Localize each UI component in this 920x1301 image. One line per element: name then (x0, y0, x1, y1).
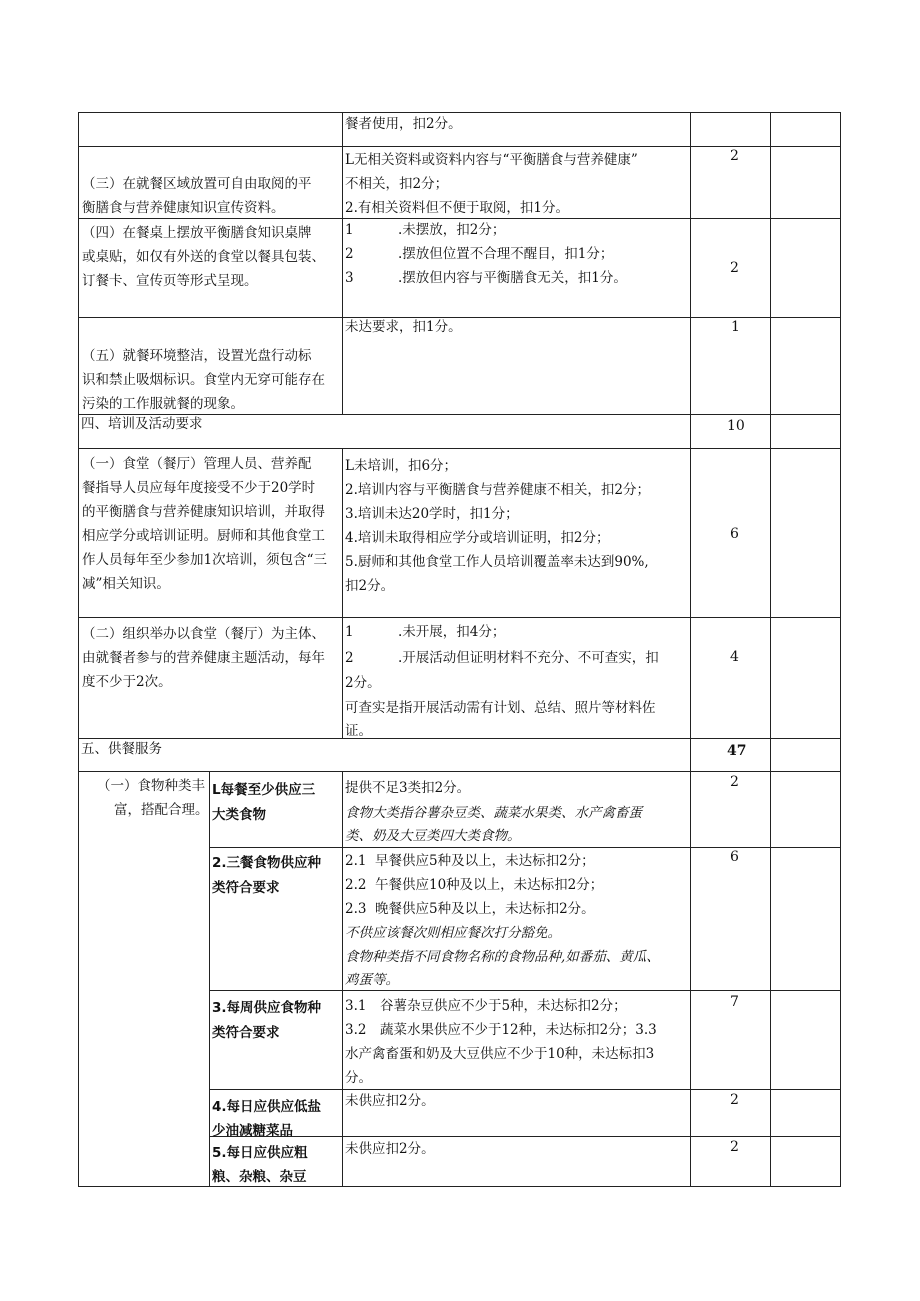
item-text: （四）在餐桌上摆放平衡膳食知识桌牌 (82, 225, 312, 241)
row-divider (78, 448, 841, 449)
score-value: 6 (730, 526, 739, 542)
row-divider (209, 1089, 841, 1090)
section-score: 47 (727, 743, 747, 759)
requirement-number: 2.1 (345, 853, 367, 869)
requirement-text: 3.2 蔬菜水果供应不少于12种，未达标扣2分；3.3 (345, 1022, 657, 1038)
score-value: 2 (730, 774, 739, 790)
requirement-text: 可查实是指开展活动需有计划、总结、照片等材料佐 (345, 700, 656, 716)
item-text: （五）就餐环境整洁，设置光盘行动标 (82, 348, 312, 364)
item-text: 或桌贴，如仅有外送的食堂以餐具包装、 (82, 249, 325, 265)
col-divider (342, 771, 343, 1187)
score-value: 1 (731, 319, 740, 335)
requirement-text: 2分。 (345, 675, 381, 691)
table-border-left (78, 112, 79, 1187)
requirement-number: 1 (345, 624, 354, 640)
requirement-text: 早餐供应5种及以上，未达标扣2分； (375, 853, 595, 869)
item-text: 订餐卡、宣传页等形式呈现。 (82, 273, 258, 289)
requirement-text: 未供应扣2分。 (345, 1141, 435, 1157)
row-divider (209, 990, 841, 991)
item-text: 餐指导人员应每年度接受不少于20学时 (82, 480, 316, 496)
sub-item-text: 4.每日应供应低盐 (212, 1099, 322, 1115)
requirement-text: L未培训，扣6分； (345, 458, 458, 474)
score-value: 2 (730, 1092, 739, 1108)
score-value: 2 (730, 1139, 739, 1155)
sub-item-text: 大类食物 (212, 807, 266, 823)
requirement-text: 不相关，扣2分； (345, 176, 449, 192)
table-border-right (840, 112, 841, 1187)
item-text: 的平衡膳食与营养健康知识培训，并取得 (82, 504, 325, 520)
requirement-text: 扣2分。 (345, 578, 395, 594)
requirement-text: 午餐供应10种及以上，未达标扣2分； (375, 877, 604, 893)
item-text: 由就餐者参与的营养健康主题活动，每年 (82, 650, 325, 666)
requirement-text: 分。 (345, 1070, 372, 1086)
score-value: 4 (730, 649, 739, 665)
requirement-text: 提供不足3类扣2分。 (345, 780, 471, 796)
requirement-text: 晚餐供应5种及以上，未达标扣2分。 (375, 901, 595, 917)
requirement-text: 5.厨师和其他食堂工作人员培训覆盖率未达到90%, (345, 554, 649, 570)
requirement-text: 3.1 谷薯杂豆供应不少于5种，未达标扣2分； (345, 998, 627, 1014)
requirement-text: 水产禽畜蛋和奶及大豆供应不少于10种，未达标扣3 (345, 1046, 655, 1062)
item-text: 衡膳食与营养健康知识宣传资料。 (82, 200, 285, 216)
requirement-text: 3.培训未达20学时，扣1分； (345, 506, 519, 522)
item-text: 作人员每年至少参加1次培训，须包含“三 (82, 552, 327, 568)
section-title: 五、供餐服务 (81, 741, 162, 757)
requirement-number: 2 (345, 246, 354, 262)
score-value: 7 (730, 994, 739, 1010)
requirement-note: 不供应该餐次则相应餐次打分豁免。 (345, 925, 561, 941)
col-divider (342, 112, 343, 415)
row-divider (78, 771, 841, 772)
group-text: 富，搭配合理。 (114, 802, 209, 818)
requirement-text: 证。 (345, 723, 372, 739)
requirement-note: 类、奶及大豆类四大类食物。 (345, 828, 521, 844)
item-text: 相应学分或培训证明。厨师和其他食堂工 (82, 528, 325, 544)
item-text: （三）在就餐区域放置可自由取阅的平 (82, 176, 312, 192)
col-divider (342, 448, 343, 739)
requirement-text: .摆放但位置不合理不醒目，扣1分； (398, 246, 614, 262)
item-text: 减”相关知识。 (82, 576, 170, 592)
sub-item-text: 2.三餐食物供应种 (212, 855, 322, 871)
row-divider (78, 146, 841, 147)
requirement-text: .未摆放，扣2分； (398, 222, 506, 238)
requirement-number: 1 (345, 222, 354, 238)
requirement-text: .摆放但内容与平衡膳食无关，扣1分。 (398, 270, 627, 286)
section-score: 10 (727, 418, 745, 434)
item-text: （一）食堂（餐厅）管理人员、营养配 (82, 456, 312, 472)
col-divider (690, 112, 691, 1187)
item-text: 污染的工作服就餐的现象。 (82, 396, 244, 412)
row-divider (209, 847, 841, 848)
requirement-number: 2.3 (345, 901, 367, 917)
col-divider (209, 771, 210, 1187)
item-text: （二）组织举办以食堂（餐厅）为主体、 (82, 626, 325, 642)
requirement-text: 餐者使用，扣2分。 (345, 116, 462, 132)
score-value: 2 (730, 260, 739, 276)
group-text: （一）食物种类丰 (97, 778, 205, 794)
requirement-number: 2.2 (345, 877, 367, 893)
requirement-text: 未供应扣2分。 (345, 1093, 435, 1109)
table-border-bottom (78, 1186, 841, 1187)
requirement-text: .未开展，扣4分； (398, 624, 506, 640)
item-text: 度不少于2次。 (82, 674, 172, 690)
requirement-text: 未达要求，扣1分。 (345, 319, 462, 335)
sub-item-text: L每餐至少供应三 (212, 782, 316, 798)
requirement-text: 4.培训未取得相应学分或培训证明，扣2分； (345, 530, 610, 546)
sub-item-text: 少油减糖菜品 (212, 1123, 293, 1139)
sub-item-text: 5.每日应供应粗 (212, 1145, 308, 1161)
section-title: 四、培训及活动要求 (81, 416, 203, 432)
item-text: 识和禁止吸烟标识。食堂内无穿可能存在 (82, 372, 325, 388)
score-value: 2 (730, 148, 739, 164)
sub-item-text: 3.每周供应食物种 (212, 1000, 322, 1016)
row-divider (78, 617, 841, 618)
requirement-number: 3 (345, 270, 354, 286)
sub-item-text: 粮、杂粮、杂豆 (212, 1169, 307, 1185)
row-divider (209, 1136, 841, 1137)
requirement-text: .开展活动但证明材料不充分、不可查实，扣 (398, 650, 659, 666)
requirement-note: 食物种类指不同食物名称的食物品种,如番茄、黄瓜、 (345, 949, 660, 965)
requirement-note: 食物大类指谷薯杂豆类、蔬菜水果类、水产禽畜蛋 (345, 805, 642, 821)
sub-item-text: 类符合要求 (212, 1025, 280, 1041)
sub-item-text: 类符合要求 (212, 880, 280, 896)
requirement-text: L无相关资料或资料内容与“平衡膳食与营养健康” (345, 152, 638, 168)
requirement-note: 鸡蛋等。 (345, 972, 399, 988)
requirement-number: 2 (345, 650, 354, 666)
requirement-text: 2.培训内容与平衡膳食与营养健康不相关，扣2分； (345, 482, 650, 498)
col-divider (770, 112, 771, 1187)
requirement-text: 2.有相关资料但不便于取阅，扣1分。 (345, 200, 569, 216)
score-value: 6 (730, 849, 739, 865)
